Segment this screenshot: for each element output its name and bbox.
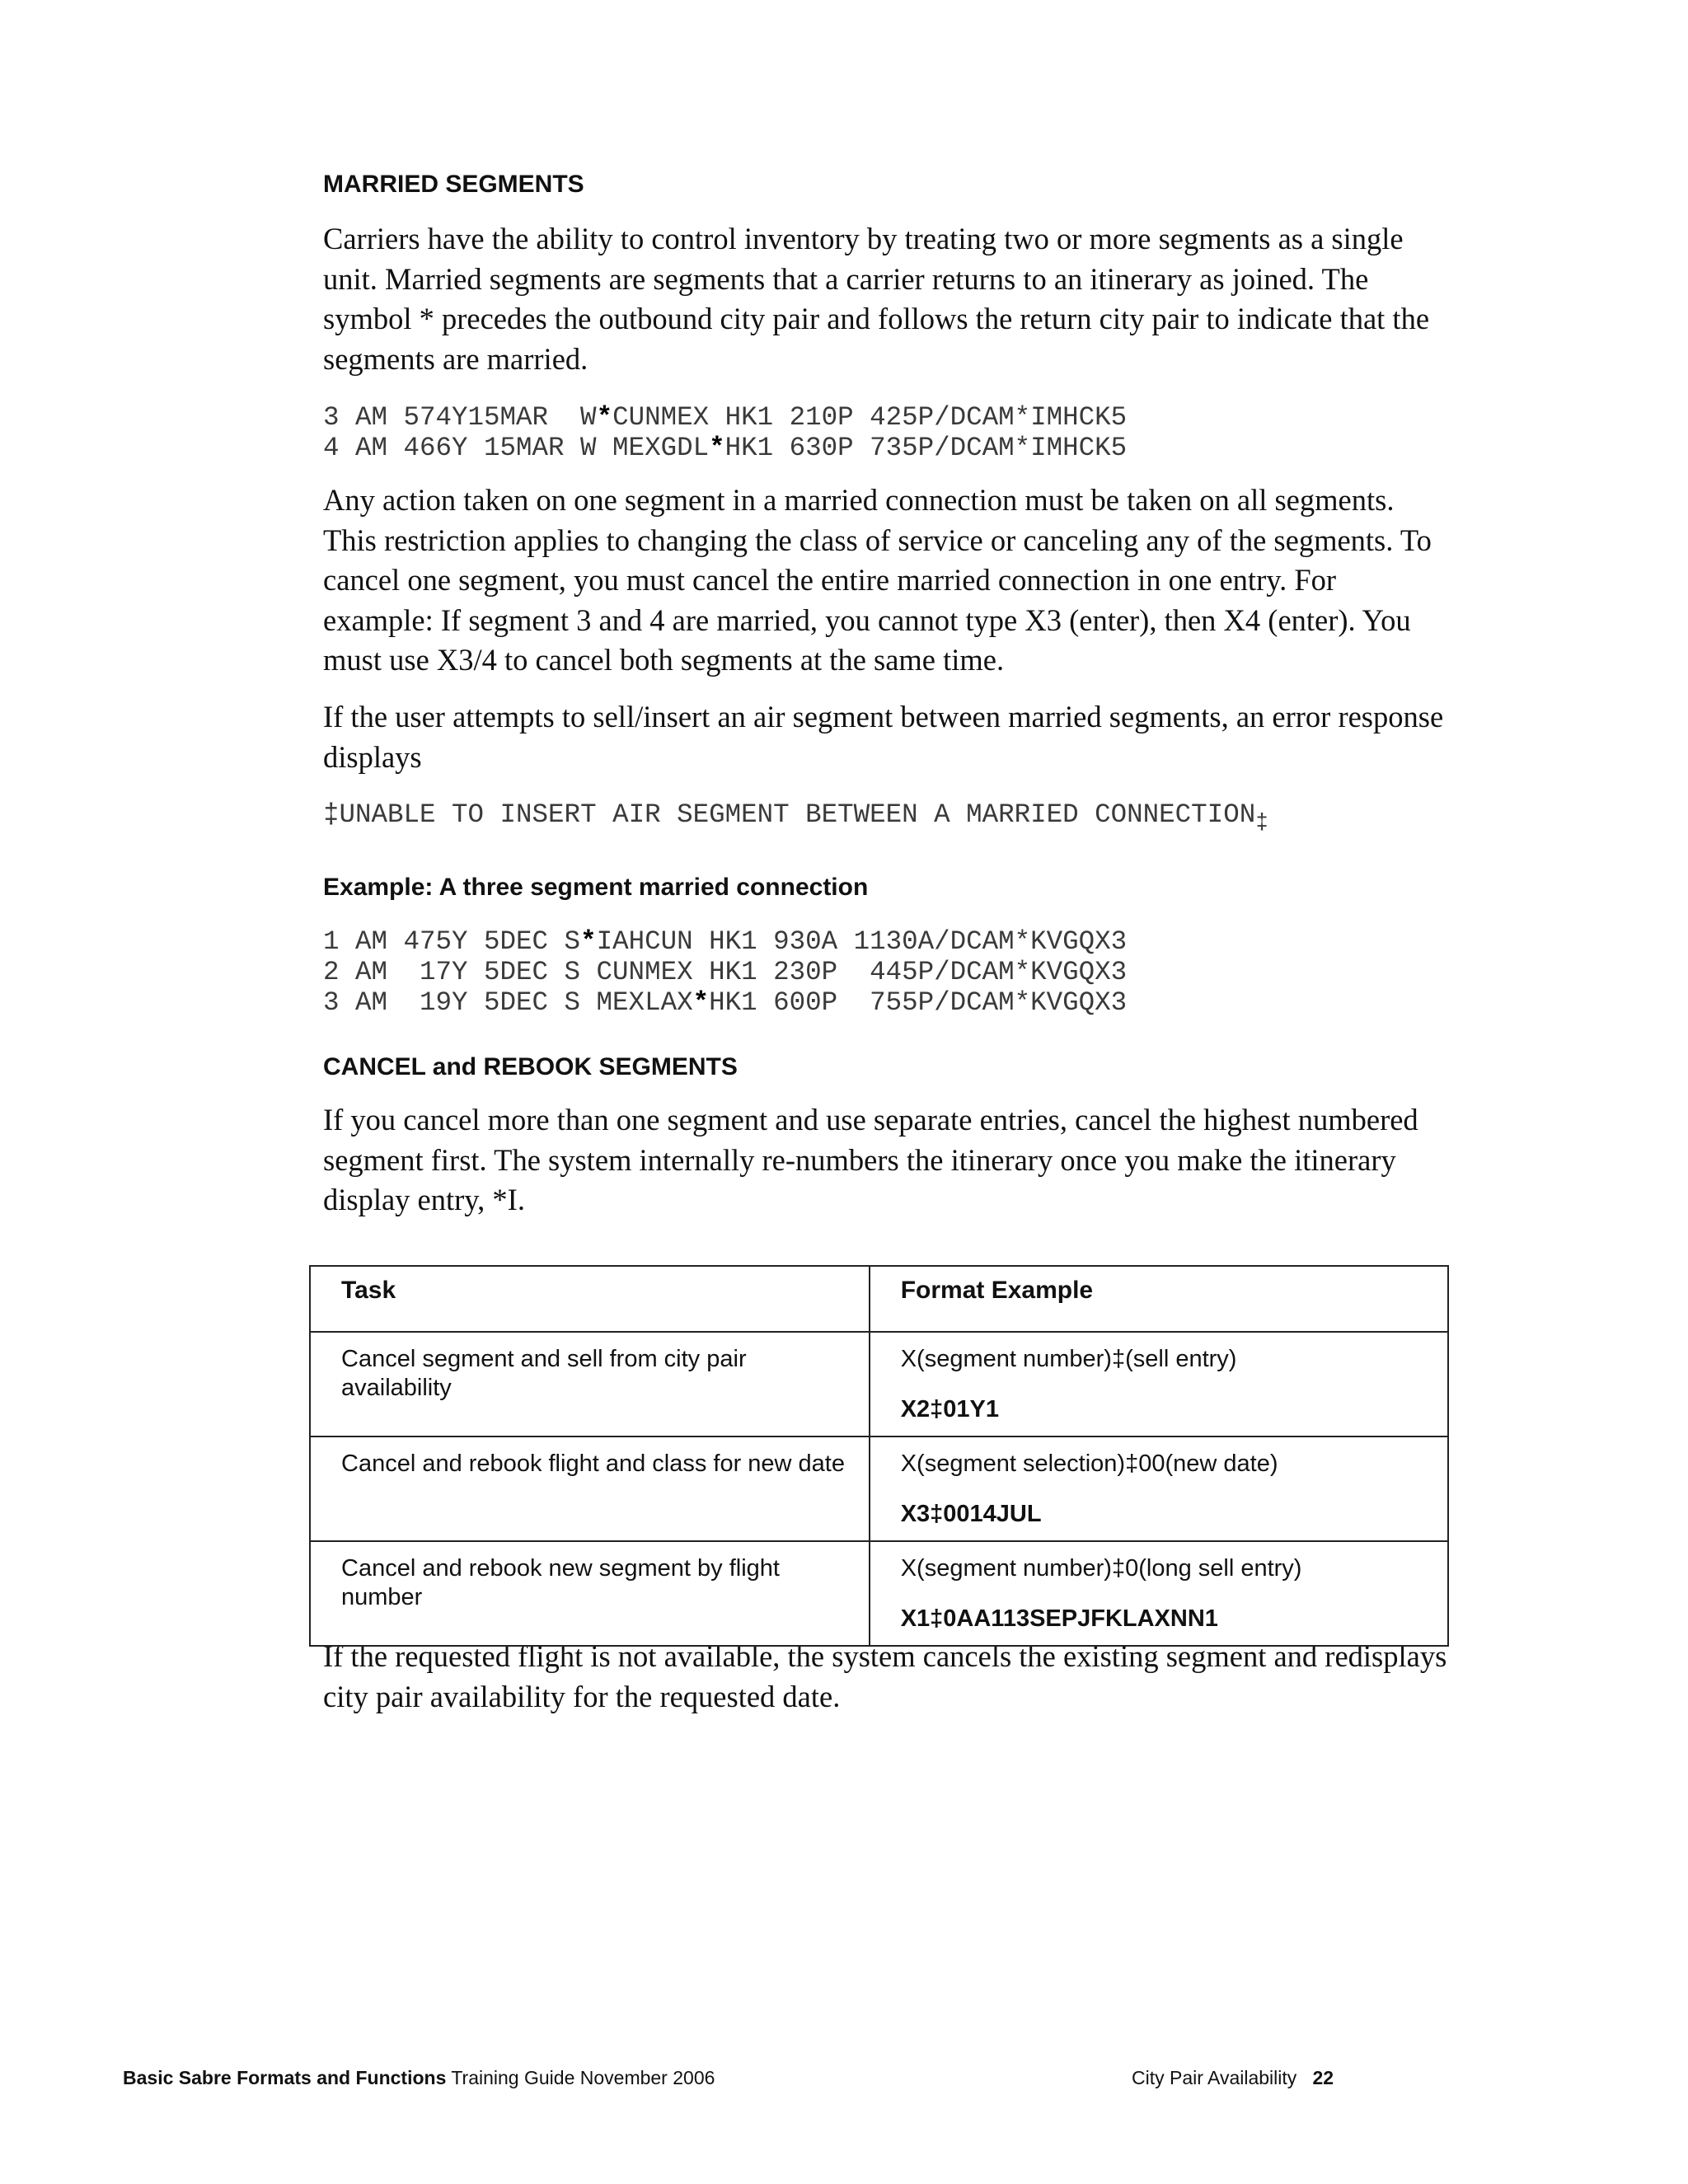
segment-line: 1 AM 475Y 5DEC S*IAHCUN HK1 930A 1130A/DCAM*KVGQX3 xyxy=(323,926,1128,957)
table-header-row xyxy=(310,1266,1448,1332)
table-row xyxy=(310,1436,1448,1541)
text-line: Carriers have the ability to control inventory by treating two or more segments as a single xyxy=(323,222,1404,255)
format-example: X1‡0AA113SEPJFKLAXNN1 xyxy=(900,1605,1218,1632)
format-syntax: X(segment number)‡(sell entry) xyxy=(900,1346,1237,1372)
format-cell xyxy=(870,1332,1448,1436)
text-line: symbol * precedes the outbound city pair and follows the return city pair to indicate that the xyxy=(323,302,1430,335)
cancel-rebook-intro xyxy=(323,1100,1461,1221)
task-cell: Cancel segment and sell from city pair availability xyxy=(310,1332,870,1436)
format-cell xyxy=(870,1436,1448,1541)
footer-title: Basic Sabre Formats and Functions Training Guide November 2006 xyxy=(123,2067,715,2088)
task-column-header: Task xyxy=(310,1266,870,1332)
text-line: displays xyxy=(323,739,422,774)
segment-line: 2 AM 17Y 5DEC S CUNMEX HK1 230P 445P/DCAM*KVGQX3 xyxy=(323,957,1128,987)
task-format-table xyxy=(309,1265,1449,1647)
text-line: cancel one segment, you must cancel the entire married connection in one entry. For xyxy=(323,563,1337,597)
text-line: city pair availability for the requested date. xyxy=(323,1679,841,1713)
text-line: display entry, *I. xyxy=(323,1183,525,1216)
married-example-segments xyxy=(323,402,1127,463)
three-segment-example-heading: Example: A three segment married connection xyxy=(323,874,869,901)
text-line: unit. Married segments are segments that a carrier returns to an itinerary as joined. The xyxy=(323,261,1369,296)
married-segments-intro xyxy=(323,219,1461,379)
table-row xyxy=(310,1541,1448,1646)
text-line: If the user attempts to sell/insert an air segment between married segments, an error response xyxy=(323,700,1444,733)
text-line: segment first. The system internally re-numbers the itinerary once you make the itinerary xyxy=(323,1142,1396,1177)
page-number: 22 xyxy=(1312,2067,1334,2088)
error-response: ‡UNABLE TO INSERT AIR SEGMENT BETWEEN A MARRIED $CONNECTION_\ddagger$ xyxy=(323,799,1268,835)
format-cell xyxy=(870,1541,1448,1646)
segment-line: 4 AM 466Y 15MAR W MEXGDL*HK1 630P 735P/DCAM*IMHCK5 xyxy=(323,433,1128,463)
text-line: If the requested flight is not available, the system cancels the existing segment and redisplays xyxy=(323,1639,1447,1673)
format-example: X2‡01Y1 xyxy=(900,1396,1000,1422)
cancel-rebook-heading: CANCEL and REBOOK SEGMENTS xyxy=(323,1053,738,1080)
text-line: segments are married. xyxy=(323,341,588,376)
text-line: This restriction applies to changing the class of service or canceling any of the segments. To xyxy=(323,523,1432,557)
cancel-rebook-closing xyxy=(323,1637,1461,1717)
married-error-text xyxy=(323,697,1461,777)
format-column-header: Format Example xyxy=(870,1266,1448,1332)
task-cell: Cancel and rebook new segment by flight number xyxy=(310,1541,870,1646)
table-row xyxy=(310,1332,1448,1436)
married-action-text xyxy=(323,480,1461,681)
text-line: must use X3/4 to cancel both segments at the same time. xyxy=(323,643,1005,677)
text-line: If you cancel more than one segment and use separate entries, cancel the highest numbered xyxy=(323,1103,1418,1137)
text-line: Any action taken on one segment in a married connection must be taken on all segments. xyxy=(323,483,1395,517)
three-segment-lines xyxy=(323,926,1127,1018)
format-syntax: X(segment number)‡0(long sell entry) xyxy=(900,1555,1302,1582)
segment-line: 3 AM 574Y15MAR W*CUNMEX HK1 210P 425P/DCAM*IMHCK5 xyxy=(323,402,1128,433)
task-cell: Cancel and rebook flight and class for new date xyxy=(310,1436,870,1541)
text-line: example: If segment 3 and 4 are married, you cannot type X3 (enter), then X4 (enter). You xyxy=(323,602,1411,637)
footer-page-info xyxy=(1132,2067,1334,2089)
married-segments-heading: MARRIED SEGMENTS xyxy=(323,171,584,198)
format-syntax: X(segment selection)‡00(new date) xyxy=(900,1451,1278,1477)
footer-section: City Pair Availability xyxy=(1132,2067,1297,2088)
format-example: X3‡0014JUL xyxy=(900,1501,1042,1527)
segment-line: 3 AM 19Y 5DEC S MEXLAX*HK1 600P 755P/DCAM*KVGQX3 xyxy=(323,987,1128,1018)
